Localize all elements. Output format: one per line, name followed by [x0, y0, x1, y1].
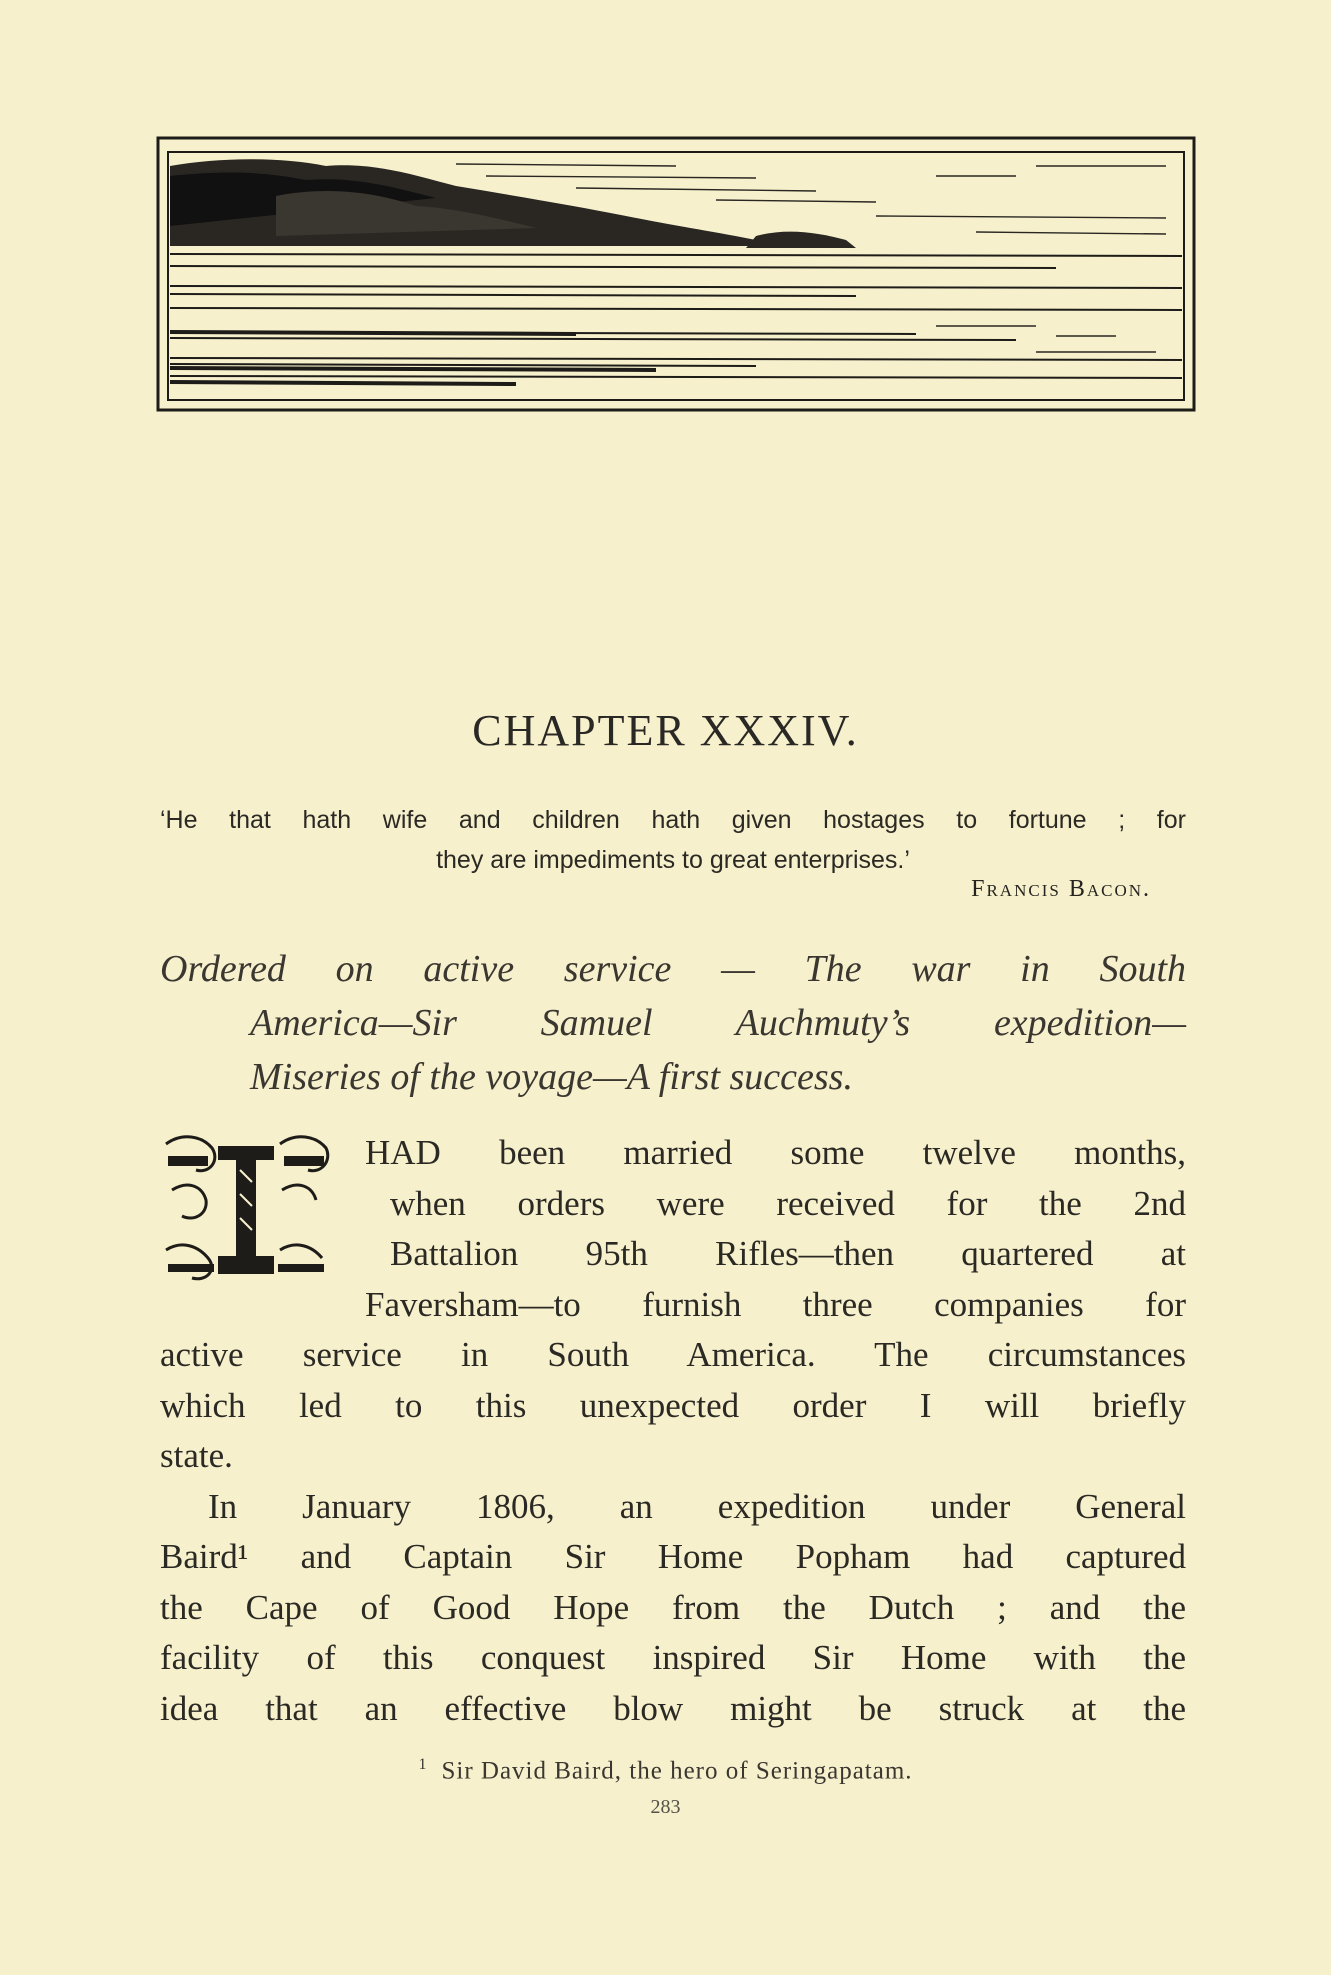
page-number: 283	[650, 1796, 681, 1818]
chapter-synopsis	[160, 942, 1186, 1104]
text-line: state.	[160, 1436, 233, 1475]
text-line: Battalion 95th Rifles—then quartered at	[390, 1234, 1186, 1273]
footnote	[0, 1756, 1331, 1785]
epigraph-line: ‘He that hath wife and children hath given hostages to fortune ; for	[160, 806, 1186, 834]
landscape-engraving-icon	[156, 136, 1196, 412]
footnote-marker: 1	[418, 1756, 428, 1773]
synopsis-line: America—Sir Samuel Auchmuty’s expedition—	[250, 1002, 1186, 1044]
text-line: which led to this unexpected order I will briefly	[160, 1385, 1186, 1425]
chapter-title: CHAPTER XXXIV.	[472, 706, 859, 755]
text-line: when orders were received for the 2nd	[390, 1183, 1186, 1223]
synopsis-line: Ordered on active service — The war in South	[160, 948, 1186, 990]
text-line: Faversham—to furnish three companies for	[365, 1284, 1186, 1324]
synopsis-line: Miseries of the voyage—A first success.	[250, 1056, 853, 1098]
text-line: facility of this conquest inspired Sir Home with the	[160, 1638, 1186, 1677]
text-line: Baird¹ and Captain Sir Home Popham had captured	[160, 1537, 1186, 1576]
epigraph-author: Francis Bacon.	[971, 876, 1151, 902]
epigraph	[160, 800, 1186, 880]
text-line: active service in South America. The circumstances	[160, 1335, 1186, 1374]
text-line: idea that an effective blow might be struck at the	[160, 1688, 1186, 1728]
epigraph-line: they are impediments to great enterprises.’	[436, 846, 910, 874]
footnote-text: Sir David Baird, the hero of Seringapatam.	[441, 1757, 913, 1785]
headpiece-illustration	[156, 136, 1196, 412]
text-line: the Cape of Good Hope from the Dutch ; and the	[160, 1587, 1186, 1627]
body-text	[160, 1128, 1186, 1734]
text-line: In January 1806, an expedition under General	[208, 1486, 1186, 1526]
text-line: HAD been married some twelve months,	[365, 1133, 1186, 1172]
